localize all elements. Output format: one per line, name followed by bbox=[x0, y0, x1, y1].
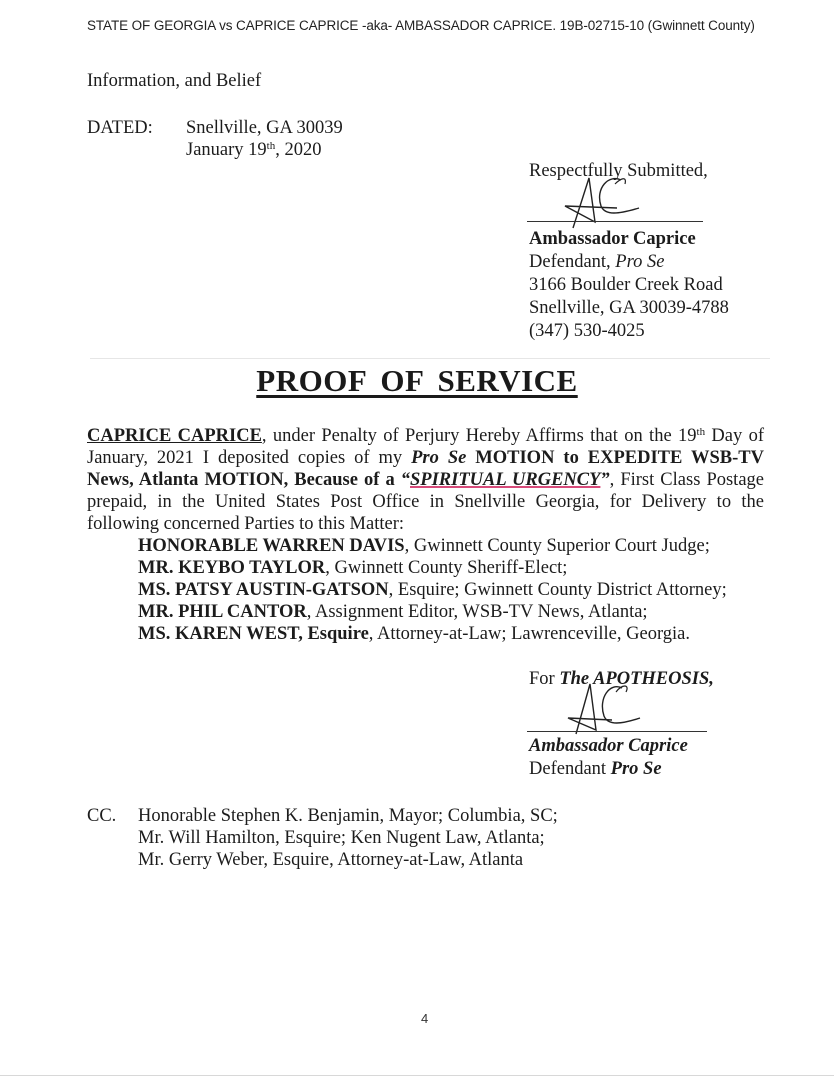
signature-line bbox=[527, 221, 703, 222]
party-detail: , Attorney-at-Law; Lawrenceville, Georgia. bbox=[368, 624, 691, 644]
party-name: MS. PATSY AUSTIN-GATSON bbox=[138, 580, 389, 600]
party-name: MR. PHIL CANTOR bbox=[138, 602, 307, 622]
role-pro-se: Pro Se bbox=[610, 759, 662, 779]
divider bbox=[90, 358, 770, 359]
affirmation-text: January, 2021 I deposited copies of my bbox=[87, 448, 412, 468]
party-name: HONORABLE WARREN DAVIS bbox=[138, 536, 405, 556]
party-detail: , Assignment Editor, WSB-TV News, Atlanta; bbox=[306, 602, 648, 622]
date-prefix: January 19 bbox=[186, 140, 267, 160]
apotheosis-text: The APOTHEOSIS, bbox=[559, 669, 714, 689]
case-caption-header: STATE OF GEORGIA vs CAPRICE CAPRICE -aka- AMBASSADOR CAPRICE. 19B-02715-10 (Gwinnett County) bbox=[87, 18, 755, 33]
signer-role bbox=[529, 758, 662, 780]
party-name: MS. KAREN WEST, Esquire bbox=[138, 624, 369, 644]
date-ordinal: th bbox=[266, 140, 276, 152]
title-text: PROOF OF SERVICE bbox=[256, 363, 578, 398]
spiritual-urgency-text: SPIRITUAL URGENCY bbox=[410, 470, 601, 490]
signer-name: Ambassador Caprice bbox=[529, 736, 688, 756]
address-line-1: 3166 Boulder Creek Road bbox=[529, 275, 723, 295]
dated-date bbox=[186, 139, 321, 161]
affiant-name: CAPRICE CAPRICE bbox=[87, 426, 262, 446]
document-title bbox=[0, 363, 834, 399]
phone-number: (347) 530-4025 bbox=[529, 321, 645, 341]
role-prefix: Defendant, bbox=[529, 252, 616, 272]
motion-title-cont: News, Atlanta MOTION, Because of a bbox=[87, 470, 401, 490]
role-prefix: Defendant bbox=[529, 759, 611, 779]
cc-recipient: Mr. Gerry Weber, Esquire, Attorney-at-Law, Atlanta bbox=[138, 850, 524, 870]
quote-mark: “ bbox=[400, 470, 411, 490]
cc-list bbox=[138, 805, 558, 871]
party-detail: , Esquire; Gwinnett County District Attorney; bbox=[388, 580, 727, 600]
party-item bbox=[138, 535, 727, 557]
party-item bbox=[138, 557, 727, 579]
signer-name: Ambassador Caprice bbox=[529, 229, 696, 249]
affirmation-text: , under Penalty of Perjury Hereby Affirms that on the 19 bbox=[261, 426, 697, 446]
party-item bbox=[138, 623, 727, 645]
dated-label: DATED: bbox=[87, 118, 153, 138]
affirmation-text: , First Class Postage bbox=[609, 470, 764, 490]
signature-icon bbox=[560, 678, 660, 738]
continued-text: Information, and Belief bbox=[87, 71, 262, 91]
cc-recipient: Honorable Stephen K. Benjamin, Mayor; Columbia, SC; bbox=[138, 806, 558, 826]
affirmation-line-3 bbox=[87, 469, 764, 491]
party-item bbox=[138, 579, 727, 601]
affirmation-line-2 bbox=[87, 447, 764, 469]
affirmation-paragraph bbox=[87, 425, 764, 535]
dated-location: Snellville, GA 30039 bbox=[186, 118, 343, 138]
page-bottom-edge bbox=[0, 1075, 834, 1076]
cc-recipient: Mr. Will Hamilton, Esquire; Ken Nugent Law, Atlanta; bbox=[138, 828, 545, 848]
party-detail: , Gwinnett County Sheriff-Elect; bbox=[325, 558, 568, 578]
parties-list bbox=[138, 535, 727, 645]
affirmation-line-4: prepaid, in the United States Post Office in Snellville Georgia, for Delivery to the bbox=[87, 492, 764, 512]
party-detail: , Gwinnett County Superior Court Judge; bbox=[404, 536, 710, 556]
affirmation-text: Day of bbox=[705, 426, 765, 446]
signature-line bbox=[527, 731, 707, 732]
affirmation-line-1 bbox=[87, 425, 764, 447]
ordinal: th bbox=[696, 426, 706, 438]
party-item bbox=[138, 601, 727, 623]
address-line-2: Snellville, GA 30039-4788 bbox=[529, 298, 729, 318]
motion-title: MOTION to EXPEDITE WSB-TV bbox=[466, 448, 764, 468]
role-pro-se: Pro Se bbox=[615, 252, 665, 272]
party-name: MR. KEYBO TAYLOR bbox=[138, 558, 326, 578]
signer-role bbox=[529, 251, 664, 273]
date-year: , 2020 bbox=[275, 140, 322, 160]
page-number: 4 bbox=[421, 1011, 429, 1026]
closing-respectfully-submitted: Respectfully Submitted, bbox=[529, 161, 708, 181]
pro-se-text: Pro Se bbox=[411, 448, 467, 468]
quote-mark: ” bbox=[600, 470, 610, 490]
cc-label: CC. bbox=[87, 806, 117, 826]
for-prefix: For bbox=[529, 669, 560, 689]
affirmation-line-5: following concerned Parties to this Matter: bbox=[87, 514, 404, 534]
